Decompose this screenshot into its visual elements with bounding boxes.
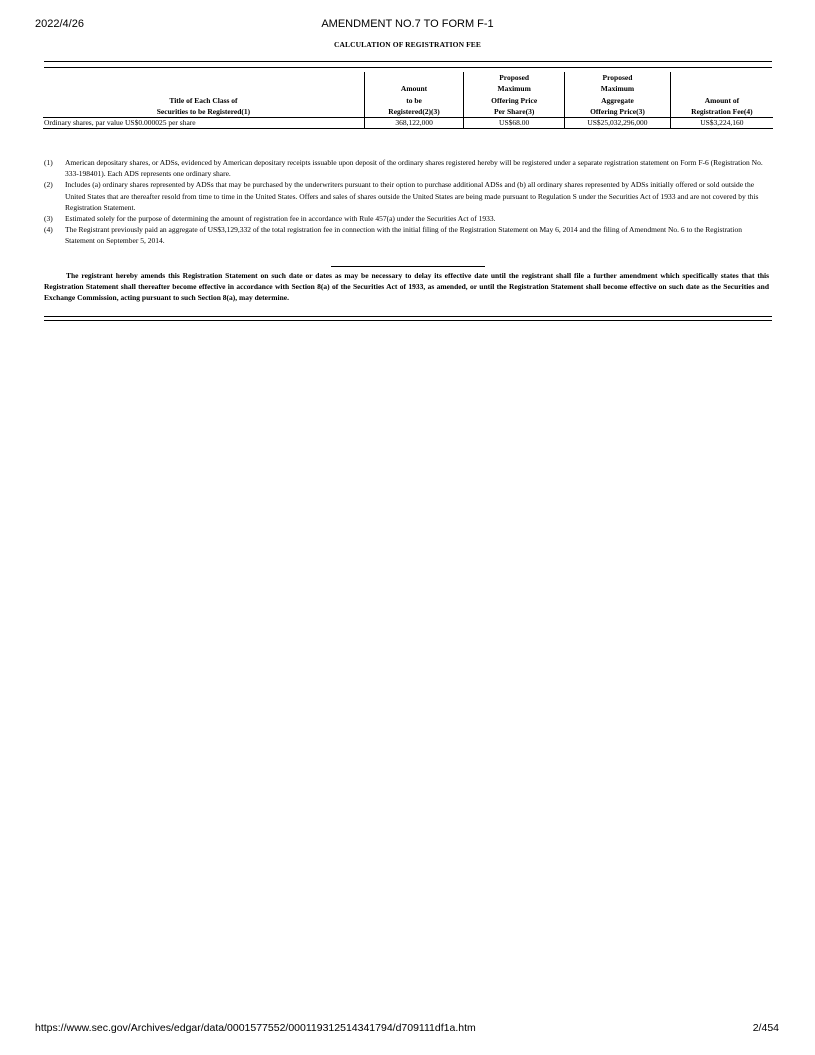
print-header-title: AMENDMENT NO.7 TO FORM F-1: [321, 18, 494, 30]
footnote-4: (4) The Registrant previously paid an aggregate of US$3,129,332 of the total registration fee in connection with the initial filing of the Registration Statement on May 6, 2014 and the filing of Amendment No. 6 to the Registration Statement on September 5, 2014.: [44, 225, 742, 246]
footnotes: [44, 157, 769, 247]
column-header-amount: Amount to be Registered(2)(3): [364, 72, 463, 118]
bottom-rule-second: [44, 320, 772, 321]
top-rule-second: [44, 67, 772, 68]
table-cell-amount: 368,122,000: [364, 118, 463, 129]
table-cell-registration-fee: US$3,224,160: [670, 118, 773, 129]
column-header-title: Title of Each Class of Securities to be Registered(1): [43, 72, 364, 118]
top-rule: [44, 61, 772, 62]
column-header-aggregate-price: Proposed Maximum Aggregate Offering Price(3): [565, 72, 671, 118]
delaying-amendment-legend: The registrant hereby amends this Registration Statement on such date or dates as may be necessary to delay its effective date until the registrant shall file a further amendment which specifically states that this Registration Statement shall thereafter become effective in accordance with Section 8(a) of the Securities Act of 1933, as amended, or until the Registration Statement shall become effective on such date as the Securities and Exchange Commission, acting pursuant to such Section 8(a), may determine.: [44, 271, 769, 303]
table-cell-price-per-share: US$68.00: [464, 118, 565, 129]
print-date: 2022/4/26: [35, 18, 84, 30]
footnote-3: (3) Estimated solely for the purpose of determining the amount of registration fee in accordance with Rule 457(a) under the Securities Act of 1933.: [44, 214, 496, 224]
table-cell-class: Ordinary shares, par value US$0.000025 per share: [43, 118, 364, 129]
table-row: [43, 118, 773, 129]
section-title: CALCULATION OF REGISTRATION FEE: [334, 40, 481, 49]
bottom-rule: [44, 316, 772, 317]
registration-fee-table: [43, 72, 773, 129]
page-number: 2/454: [752, 1022, 779, 1034]
column-header-registration-fee: Amount of Registration Fee(4): [670, 72, 773, 118]
footnote-1: (1) American depositary shares, or ADSs, evidenced by American depositary receipts issuable upon deposit of the ordinary shares registered hereby will be registered under a separate registration statement on Form F-6 (Registration No. 333-198401). Each ADS represents one ordinary share.: [44, 158, 763, 179]
table-cell-aggregate-price: US$25,032,296,000: [565, 118, 671, 129]
footnote-2: (2) Includes (a) ordinary shares represented by ADSs that may be purchased by the underwriters pursuant to their option to purchase additional ADSs and (b) all ordinary shares represented by ADSs initially offered or sold outside the United States that are thereafter resold from time to time in the United States. Offers and sales of shares outside the United States are being made pursuant to Regulation S under the Securities Act of 1933 and are not covered by this Registration Statement.: [44, 180, 759, 212]
separator-rule: [331, 266, 485, 267]
table-header-row: [43, 72, 773, 118]
column-header-price-per-share: Proposed Maximum Offering Price Per Share(3): [464, 72, 565, 118]
source-url: https://www.sec.gov/Archives/edgar/data/0001577552/000119312514341794/d709111df1a.htm: [35, 1022, 476, 1034]
